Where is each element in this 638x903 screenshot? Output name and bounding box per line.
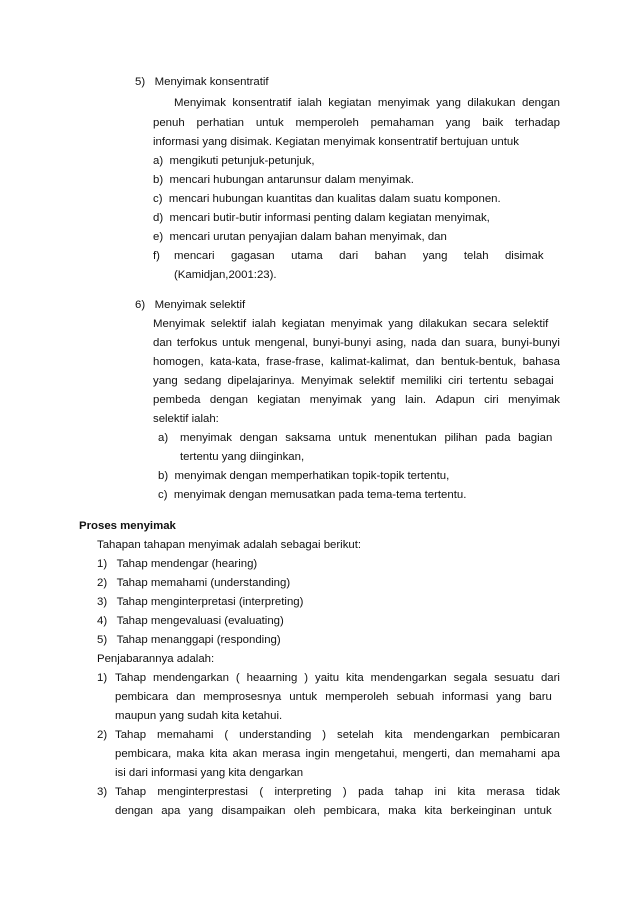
list-item: b) mencari hubungan antarunsur dalam menyimak. xyxy=(153,174,414,186)
paragraph-line: Tahapan tahapan menyimak adalah sebagai berikut: xyxy=(97,539,362,551)
citation: (Kamidjan,2001:23). xyxy=(174,269,277,281)
list-item: Tahap mendengarkan ( heaarning ) yaitu kita mendengarkan segala sesuatu dari xyxy=(115,672,560,684)
list-item-continuation: pembicara dan memprosesnya untuk memperoleh sebuah informasi yang baru xyxy=(115,691,552,703)
list-item-marker: a) xyxy=(158,432,169,444)
paragraph-line: selektif ialah: xyxy=(153,413,219,425)
paragraph-line: dan terfokus untuk mengenal, bunyi-bunyi asing, nada dan suara, bunyi-bunyi xyxy=(153,337,560,349)
list-item: Tahap menginterprestasi ( interpreting ) pada tahap ini kita merasa tidak xyxy=(115,786,560,798)
list-item-6: 6) Menyimak selektif xyxy=(135,299,246,311)
section-heading: Proses menyimak xyxy=(79,520,176,532)
list-item-marker: 2) xyxy=(97,729,108,741)
list-item-marker: f) xyxy=(153,250,160,262)
paragraph-line: Menyimak selektif ialah kegiatan menyimak yang dilakukan secara selektif xyxy=(153,318,549,330)
list-item-marker: 1) xyxy=(97,672,108,684)
list-item: Tahap memahami ( understanding ) setelah kita mendengarkan pembicaran xyxy=(115,729,560,741)
list-item: c) menyimak dengan memusatkan pada tema-tema tertentu. xyxy=(158,489,467,501)
paragraph-line: informasi yang disimak. Kegiatan menyimak konsentratif bertujuan untuk xyxy=(153,136,519,148)
list-item-5: 5) Menyimak konsentratif xyxy=(135,76,269,88)
list-item-continuation: isi dari informasi yang kita dengarkan xyxy=(115,767,304,779)
paragraph-line: yang sedang dipelajarinya. Menyimak selektif memiliki ciri tertentu sebagai xyxy=(153,375,554,387)
paragraph-line: pembeda dengan kegiatan menyimak yang lain. Adapun ciri menyimak xyxy=(153,394,560,406)
list-item: a) mengikuti petunjuk-petunjuk, xyxy=(153,155,315,167)
list-item: mencari gagasan utama dari bahan yang telah disimak xyxy=(174,250,544,262)
list-item: e) mencari urutan penyajian dalam bahan menyimak, dan xyxy=(153,231,447,243)
list-item-continuation: dengan apa yang disampaikan oleh pembicara, maka kita berkeinginan untuk xyxy=(115,805,552,817)
paragraph-line: Menyimak konsentratif ialah kegiatan menyimak yang dilakukan dengan xyxy=(174,97,560,109)
list-item-continuation: tertentu yang diinginkan, xyxy=(180,451,305,463)
list-item: 3) Tahap menginterpretasi (interpreting) xyxy=(97,596,304,608)
list-item: 4) Tahap mengevaluasi (evaluating) xyxy=(97,615,284,627)
list-item-marker: 3) xyxy=(97,786,108,798)
paragraph-line: penuh perhatian untuk memperoleh pemahaman yang baik terhadap xyxy=(153,117,560,129)
paragraph-line: Penjabarannya adalah: xyxy=(97,653,215,665)
list-item: 2) Tahap memahami (understanding) xyxy=(97,577,291,589)
list-item: 5) Tahap menanggapi (responding) xyxy=(97,634,281,646)
paragraph-line: homogen, kata-kata, frase-frase, kalimat-kalimat, dan bentuk-bentuk, bahasa xyxy=(153,356,560,368)
list-item: d) mencari butir-butir informasi penting dalam kegiatan menyimak, xyxy=(153,212,490,224)
list-item: 1) Tahap mendengar (hearing) xyxy=(97,558,258,570)
list-item: c) mencari hubungan kuantitas dan kualitas dalam suatu komponen. xyxy=(153,193,501,205)
list-item: b) menyimak dengan memperhatikan topik-topik tertentu, xyxy=(158,470,450,482)
list-item: menyimak dengan saksama untuk menentukan pilihan pada bagian xyxy=(180,432,553,444)
list-item-continuation: pembicara, maka kita akan merasa ingin mengetahui, mengerti, dan memahami apa xyxy=(115,748,560,760)
list-item-continuation: maupun yang sudah kita ketahui. xyxy=(115,710,283,722)
